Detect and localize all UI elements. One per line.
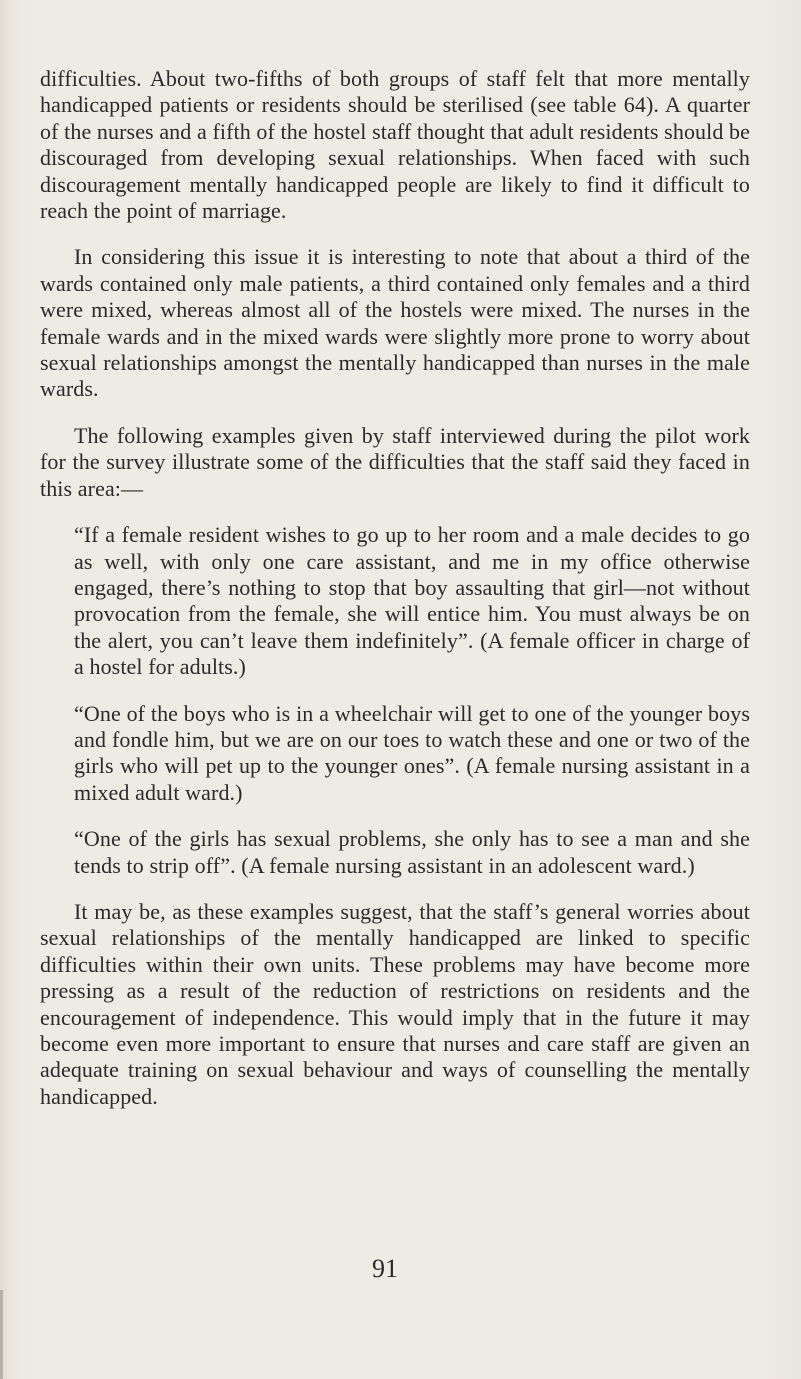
paragraph-2: In considering this issue it is interesting to note that about a third of the wards contained only male patients, a third contained only females and a third were mixed, whereas almost all of the hostels were mixed. The nurses in the female wards and in the mixed wards were slightly more prone to worry about sexual relationships amongst the mentally handicapped than nurses in the male wards. xyxy=(40,244,750,402)
body-text xyxy=(40,66,750,1110)
page-number: 91 xyxy=(372,1254,398,1283)
paragraph-1: difficulties. About two-fifths of both groups of staff felt that more mentally handicapped patients or residents should be sterilised (see table 64). A quarter of the nurses and a fifth of the hostel staff thought that adult residents should be discouraged from developing sexual relationships. When faced with such discouragement mentally handicapped people are likely to find it difficult to reach the point of marriage. xyxy=(40,66,751,224)
paragraph-4: It may be, as these examples suggest, that the staff’s general worries about sexual relationships of the mentally handicapped are linked to specific difficulties within their own units. These problems may have become more pressing as a result of the reduction of restrictions on residents and the encouragement of independence. This would imply that in the future it may become even more important to ensure that nurses and care staff are given an adequate training on sexual behaviour and ways of counselling the mentally handicapped. xyxy=(40,898,750,1109)
quote-2: “One of the boys who is in a wheelchair will get to one of the younger boys and fondle him, but we are on our toes to watch these and one or two of the girls who will pet up to the younger ones”. (A female nursing assistant in a mixed adult ward.) xyxy=(74,700,750,805)
paragraph-3: The following examples given by staff interviewed during the pilot work for the survey illustrate some of the difficulties that the staff said they faced in this area:— xyxy=(40,422,750,501)
quote-3: “One of the girls has sexual problems, she only has to see a man and she tends to strip off”. (A female nursing assistant in an adolescent ward.) xyxy=(74,826,750,878)
quote-1: “If a female resident wishes to go up to her room and a male decides to go as well, with only one care assistant, and me in my office otherwise engaged, there’s nothing to stop that boy assaulting that girl—not without provocation from the female, she will entice him. You must always be on the alert, you can’t leave them indefinitely”. (A female officer in charge of a hostel for adults.) xyxy=(74,522,750,680)
page-edge-shadow xyxy=(0,1290,3,1379)
